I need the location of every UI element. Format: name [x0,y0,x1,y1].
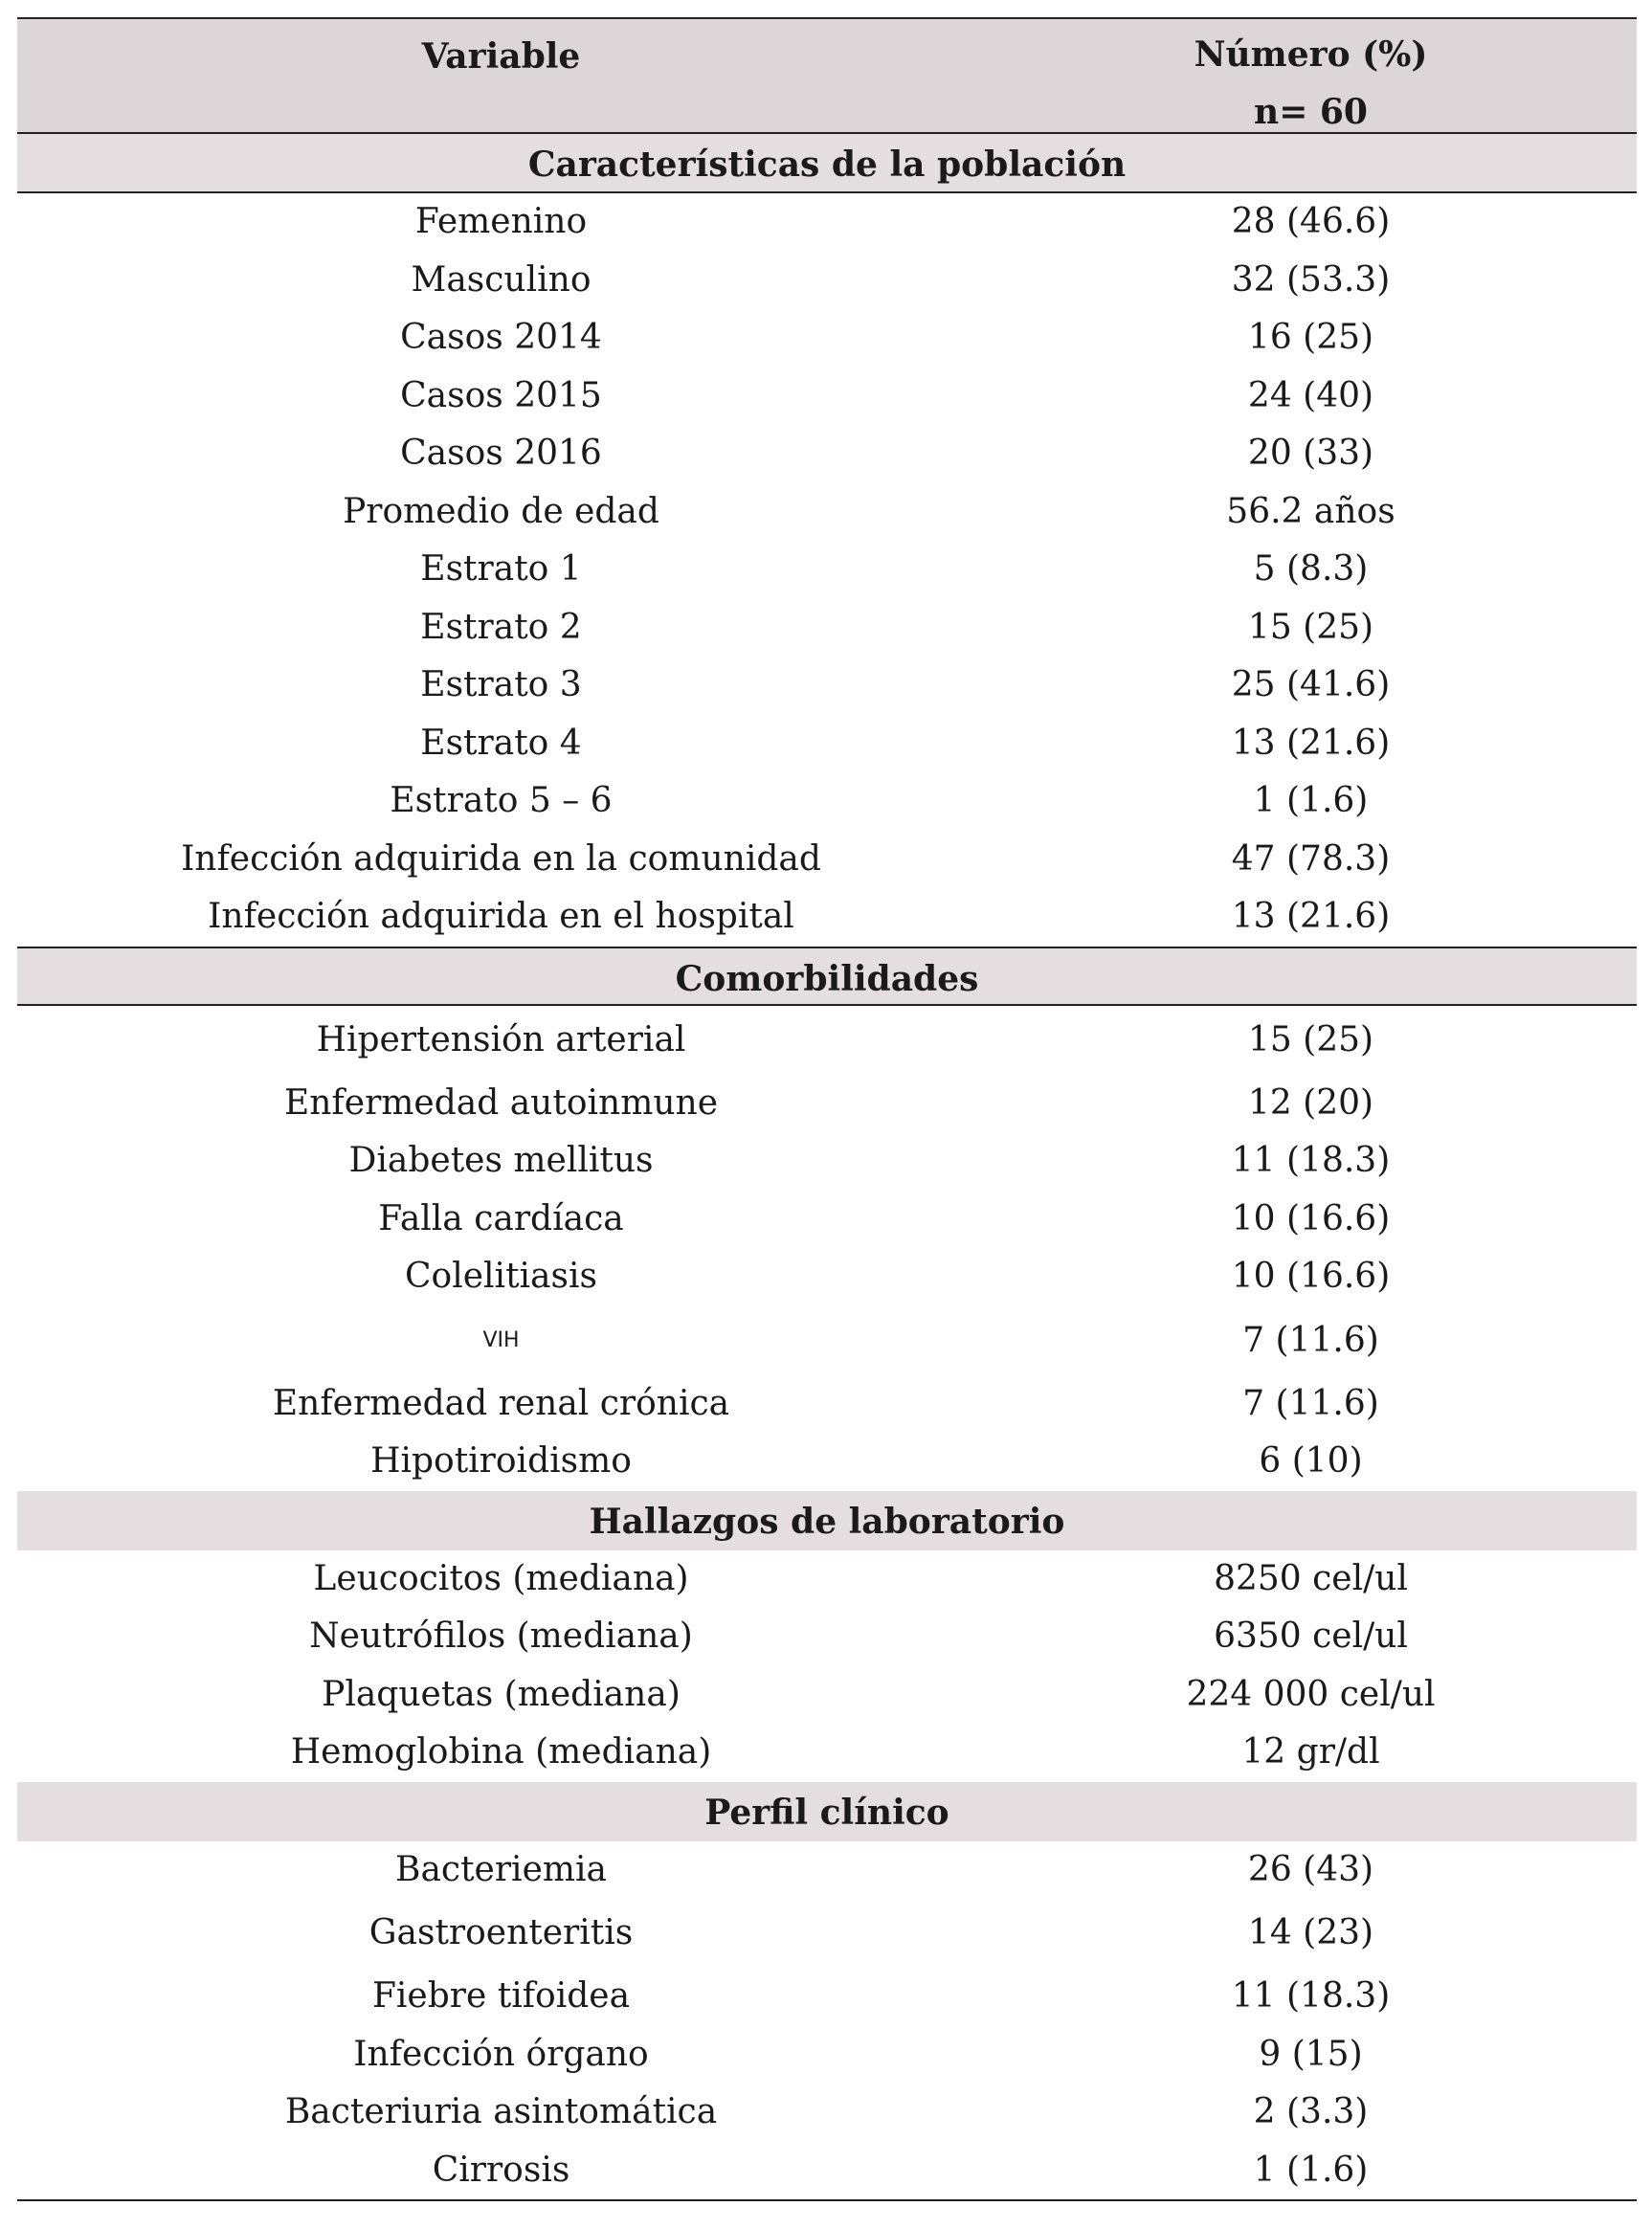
row-label: Enfermedad renal crónica [272,1383,730,1423]
row-label: Bacteriemia [395,1849,607,1889]
table-row [17,1550,1637,1609]
table-row [17,1248,1637,1306]
row-label: Fiebre tifoidea [371,1976,631,2016]
row-label: Hemoglobina (mediana) [290,1732,712,1772]
row-value: 11 (18.3) [1231,1141,1391,1180]
header-variable: Variable [421,36,581,77]
row-label: Hipertensión arterial [316,1019,686,1059]
table-row [17,715,1637,773]
section-title-perfil-clinico: Perfil clínico [17,1782,1637,1841]
row-value: 224 000 cel/ul [1186,1674,1436,1714]
table-row [17,1375,1637,1434]
table-row [17,888,1637,947]
row-value: 1 (1.6) [1253,781,1369,820]
header-number-line1: Número (%) [1194,34,1428,75]
row-label: Masculino [411,259,592,300]
table-row [17,599,1637,658]
row-label: Estrato 1 [420,549,582,589]
row-label: Infección adquirida en la comunidad [181,838,821,879]
table-row [17,1608,1637,1666]
table-row [17,252,1637,310]
row-value: 15 (25) [1247,607,1374,647]
row-label: Enfermedad autoinmune [283,1082,719,1123]
row-value: 15 (25) [1247,1019,1374,1059]
row-label: Promedio de edad [343,491,659,531]
row-label: Neutrófilos (mediana) [309,1616,693,1656]
table-row [17,657,1637,715]
row-value: 9 (15) [1259,2034,1363,2074]
table-row [17,1306,1637,1375]
data-table [17,17,1637,2201]
row-value: 20 (33) [1247,434,1374,473]
row-label: Casos 2014 [400,318,602,357]
row-value: 14 (23) [1247,1913,1374,1952]
table-row [17,193,1637,252]
table-row [17,309,1637,368]
row-value: 16 (25) [1247,318,1374,357]
table-row [17,831,1637,889]
row-label: Casos 2015 [400,375,602,415]
row-value: 13 (21.6) [1231,723,1391,763]
row-label: Hipotiroidismo [370,1441,632,1481]
table-row [17,368,1637,426]
row-label: Infección órgano [353,2034,649,2074]
table-row [17,483,1637,542]
row-label: VIH [482,1327,520,1352]
row-value: 6 (10) [1259,1441,1363,1481]
row-value: 8250 cel/ul [1214,1558,1408,1598]
table-row [17,541,1637,599]
row-value: 1 (1.6) [1253,2150,1369,2190]
table-row [17,2142,1637,2202]
row-label: Leucocitos (mediana) [313,1558,689,1598]
section-title-laboratorio: Hallazgos de laboratorio [17,1491,1637,1550]
row-value: 6350 cel/ul [1214,1616,1408,1656]
row-label: Falla cardíaca [378,1198,624,1238]
row-value: 47 (78.3) [1231,838,1391,879]
row-label: Estrato 4 [420,723,582,763]
table-row [17,1132,1637,1191]
row-value: 32 (53.3) [1231,259,1391,300]
row-label: Infección adquirida en el hospital [208,897,794,936]
row-label: Colelitiasis [405,1257,597,1296]
row-label: Diabetes mellitus [348,1141,654,1180]
row-label: Casos 2016 [400,434,602,473]
row-value: 10 (16.6) [1231,1257,1391,1296]
section-title-comorbilidades: Comorbilidades [17,947,1637,1006]
table-row [17,1433,1637,1491]
header-number [985,19,1637,132]
row-label: Estrato 5 – 6 [390,781,613,820]
row-value: 5 (8.3) [1253,549,1369,589]
row-value: 12 (20) [1247,1082,1374,1123]
row-label: Plaquetas (mediana) [322,1674,681,1714]
table-row [17,1968,1637,2026]
row-label: Cirrosis [432,2150,570,2190]
row-value: 28 (46.6) [1231,202,1391,241]
table-row [17,772,1637,831]
row-value: 10 (16.6) [1231,1198,1391,1238]
table-row [17,1006,1637,1075]
table-row [17,425,1637,483]
row-label: Gastroenteritis [368,1913,634,1952]
row-label: Estrato 2 [420,607,582,647]
row-value: 26 (43) [1247,1849,1374,1889]
row-value: 11 (18.3) [1231,1976,1391,2016]
section-title-poblacion: Características de la población [17,134,1637,193]
table-row [17,1666,1637,1725]
row-value: 2 (3.3) [1253,2092,1369,2131]
row-value: 56.2 años [1226,491,1395,531]
row-value: 25 (41.6) [1231,665,1391,704]
table-row [17,1191,1637,1249]
table-header [17,17,1637,134]
row-value: 12 gr/dl [1241,1732,1380,1772]
table-row [17,1899,1637,1968]
row-label: Bacteriuria asintomática [284,2092,718,2131]
table-row [17,1724,1637,1782]
table-row [17,1841,1637,1900]
table-row [17,2026,1637,2084]
row-label: Estrato 3 [420,665,582,704]
row-value: 7 (11.6) [1242,1320,1379,1360]
header-number-line2: n= 60 [1254,92,1368,132]
row-value: 7 (11.6) [1242,1383,1379,1423]
row-label: Femenino [414,202,588,241]
row-value: 13 (21.6) [1231,897,1391,936]
row-value: 24 (40) [1247,375,1374,415]
table-row [17,2084,1637,2142]
table-row [17,1075,1637,1133]
